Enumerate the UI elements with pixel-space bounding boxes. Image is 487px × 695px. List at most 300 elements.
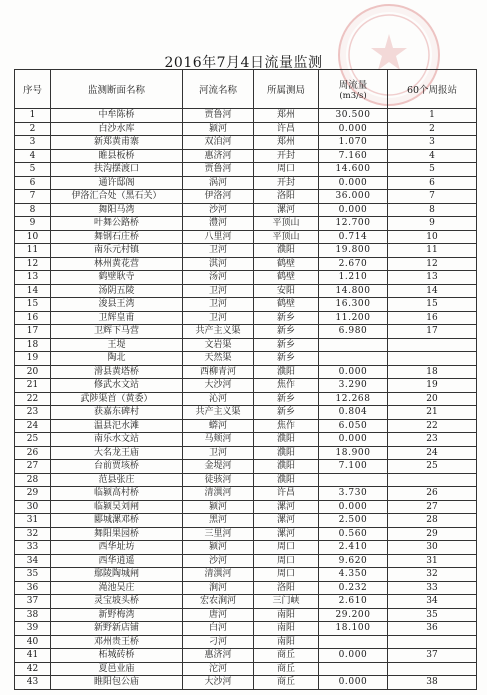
cell-seq: 40 (15, 635, 51, 649)
cell-section: 白沙水库 (51, 122, 183, 136)
cell-seq: 13 (15, 271, 51, 285)
cell-flow: 0.804 (319, 406, 388, 420)
flow-monitoring-table (14, 69, 477, 690)
table-row (15, 554, 477, 568)
table-row (15, 298, 477, 312)
table-row (15, 203, 477, 217)
cell-dept: 南阳 (254, 635, 319, 649)
cell-river: 黑河 (183, 514, 254, 528)
table-row (15, 622, 477, 636)
header-dept: 所属测局 (254, 70, 319, 109)
table-row (15, 230, 477, 244)
table-header-row (15, 70, 477, 109)
cell-section: 南乐水文站 (51, 433, 183, 447)
cell-seq: 36 (15, 581, 51, 595)
cell-section: 邓州贵王桥 (51, 635, 183, 649)
cell-seq: 27 (15, 460, 51, 474)
cell-river: 西柳青河 (183, 365, 254, 379)
cell-dept: 鹤壁 (254, 257, 319, 271)
cell-rank: 27 (388, 500, 477, 514)
table-row (15, 406, 477, 420)
cell-seq: 3 (15, 136, 51, 150)
cell-flow (319, 662, 388, 676)
cell-rank: 1 (388, 109, 477, 123)
cell-section: 卫辉皇甫 (51, 311, 183, 325)
table-row (15, 244, 477, 258)
table-row (15, 608, 477, 622)
cell-seq: 43 (15, 676, 51, 690)
cell-section: 灵宝坡头桥 (51, 595, 183, 609)
cell-section: 临颍吴刘闸 (51, 500, 183, 514)
cell-seq: 19 (15, 352, 51, 366)
cell-section: 汤阴五陵 (51, 284, 183, 298)
cell-flow: 1.070 (319, 136, 388, 150)
table-row (15, 568, 477, 582)
cell-rank: 2 (388, 122, 477, 136)
cell-river: 大沙河 (183, 379, 254, 393)
cell-section: 获嘉东碑村 (51, 406, 183, 420)
cell-river: 澧河 (183, 217, 254, 231)
cell-flow: 18.100 (319, 622, 388, 636)
cell-section: 南乐元村镇 (51, 244, 183, 258)
cell-rank: 5 (388, 163, 477, 177)
cell-seq: 35 (15, 568, 51, 582)
cell-flow: 0.000 (319, 676, 388, 690)
cell-flow: 30.500 (319, 109, 388, 123)
cell-rank: 13 (388, 271, 477, 285)
cell-dept: 开封 (254, 176, 319, 190)
cell-rank (388, 635, 477, 649)
cell-seq: 10 (15, 230, 51, 244)
cell-rank: 38 (388, 676, 477, 690)
cell-seq: 26 (15, 446, 51, 460)
cell-river: 涡河 (183, 176, 254, 190)
cell-seq: 32 (15, 527, 51, 541)
cell-flow: 3.290 (319, 379, 388, 393)
cell-rank: 4 (388, 149, 477, 163)
cell-rank: 36 (388, 622, 477, 636)
cell-section: 通许邸阁 (51, 176, 183, 190)
cell-flow: 12.268 (319, 392, 388, 406)
cell-rank: 6 (388, 176, 477, 190)
cell-section: 新郑黄甫寨 (51, 136, 183, 150)
cell-seq: 21 (15, 379, 51, 393)
cell-flow: 0.000 (319, 122, 388, 136)
cell-dept: 新乡 (254, 392, 319, 406)
table-row (15, 338, 477, 352)
cell-dept: 三门峡 (254, 595, 319, 609)
table-row (15, 109, 477, 123)
cell-section: 舞钢石庄桥 (51, 230, 183, 244)
cell-dept: 南阳 (254, 608, 319, 622)
cell-dept: 鹤壁 (254, 271, 319, 285)
cell-dept: 许昌 (254, 122, 319, 136)
cell-river: 唐河 (183, 608, 254, 622)
cell-rank: 37 (388, 649, 477, 663)
cell-flow: 14.800 (319, 284, 388, 298)
cell-section: 睢阳包公庙 (51, 676, 183, 690)
cell-rank: 30 (388, 541, 477, 555)
table-row (15, 325, 477, 339)
cell-flow: 36.000 (319, 190, 388, 204)
cell-dept: 焦作 (254, 379, 319, 393)
cell-seq: 39 (15, 622, 51, 636)
cell-seq: 17 (15, 325, 51, 339)
cell-flow: 0.000 (319, 433, 388, 447)
cell-section: 郾城漯邓桥 (51, 514, 183, 528)
cell-seq: 29 (15, 487, 51, 501)
cell-river: 卫河 (183, 244, 254, 258)
cell-dept: 商丘 (254, 649, 319, 663)
cell-flow: 18.900 (319, 446, 388, 460)
cell-river: 双洎河 (183, 136, 254, 150)
cell-dept: 许昌 (254, 487, 319, 501)
cell-flow: 16.300 (319, 298, 388, 312)
table-row (15, 419, 477, 433)
table-row (15, 284, 477, 298)
cell-river: 八里河 (183, 230, 254, 244)
cell-dept: 鹤壁 (254, 298, 319, 312)
cell-dept: 平顶山 (254, 217, 319, 231)
header-rank: 60个周报站 (388, 70, 477, 109)
cell-flow: 0.714 (319, 230, 388, 244)
cell-rank: 34 (388, 595, 477, 609)
cell-seq: 41 (15, 649, 51, 663)
cell-seq: 24 (15, 419, 51, 433)
cell-seq: 15 (15, 298, 51, 312)
cell-river: 卫河 (183, 298, 254, 312)
cell-dept: 漯河 (254, 527, 319, 541)
cell-section: 新野梅湾 (51, 608, 183, 622)
cell-rank: 17 (388, 325, 477, 339)
cell-flow: 9.620 (319, 554, 388, 568)
cell-river: 马颊河 (183, 433, 254, 447)
table-row (15, 662, 477, 676)
cell-river: 大沙河 (183, 676, 254, 690)
table-row (15, 649, 477, 663)
cell-river: 颍河 (183, 122, 254, 136)
cell-section: 西华址坊 (51, 541, 183, 555)
cell-river: 淇河 (183, 257, 254, 271)
cell-river: 蟒河 (183, 419, 254, 433)
cell-rank: 15 (388, 298, 477, 312)
cell-dept: 漯河 (254, 514, 319, 528)
cell-seq: 6 (15, 176, 51, 190)
cell-seq: 7 (15, 190, 51, 204)
table-row (15, 487, 477, 501)
header-river: 河流名称 (183, 70, 254, 109)
cell-seq: 20 (15, 365, 51, 379)
cell-section: 舞阳果园桥 (51, 527, 183, 541)
cell-river: 沁河 (183, 392, 254, 406)
cell-section: 临颍高村桥 (51, 487, 183, 501)
cell-flow: 0.000 (319, 203, 388, 217)
cell-river: 白河 (183, 622, 254, 636)
cell-dept: 周口 (254, 541, 319, 555)
cell-dept: 开封 (254, 149, 319, 163)
cell-flow: 3.730 (319, 487, 388, 501)
cell-section: 范县张庄 (51, 473, 183, 487)
table-row (15, 581, 477, 595)
cell-seq: 30 (15, 500, 51, 514)
table-row (15, 311, 477, 325)
cell-dept: 周口 (254, 568, 319, 582)
cell-rank: 18 (388, 365, 477, 379)
cell-river: 涧河 (183, 581, 254, 595)
table-row (15, 433, 477, 447)
cell-rank: 14 (388, 284, 477, 298)
cell-section: 王堤 (51, 338, 183, 352)
table-row (15, 352, 477, 366)
cell-river: 伊洛河 (183, 190, 254, 204)
cell-section: 夏邑业庙 (51, 662, 183, 676)
cell-section: 鄢陵陶城闸 (51, 568, 183, 582)
cell-dept: 平顶山 (254, 230, 319, 244)
cell-seq: 12 (15, 257, 51, 271)
cell-river: 共产主义渠 (183, 325, 254, 339)
cell-rank: 7 (388, 190, 477, 204)
table-row (15, 257, 477, 271)
cell-dept: 周口 (254, 163, 319, 177)
table-row (15, 122, 477, 136)
cell-rank: 32 (388, 568, 477, 582)
cell-flow: 0.560 (319, 527, 388, 541)
cell-dept: 南阳 (254, 622, 319, 636)
table-row (15, 514, 477, 528)
cell-section: 扶沟摆渡口 (51, 163, 183, 177)
cell-rank: 11 (388, 244, 477, 258)
cell-dept: 新乡 (254, 325, 319, 339)
cell-dept: 新乡 (254, 311, 319, 325)
cell-flow: 6.980 (319, 325, 388, 339)
cell-seq: 1 (15, 109, 51, 123)
cell-rank: 10 (388, 230, 477, 244)
cell-river: 三里河 (183, 527, 254, 541)
table-row (15, 365, 477, 379)
cell-rank: 23 (388, 433, 477, 447)
cell-river: 贾鲁河 (183, 109, 254, 123)
cell-rank (388, 662, 477, 676)
cell-section: 台前贾垓桥 (51, 460, 183, 474)
cell-section: 浚县王湾 (51, 298, 183, 312)
cell-flow: 11.200 (319, 311, 388, 325)
cell-river: 徒骇河 (183, 473, 254, 487)
cell-river: 卫河 (183, 446, 254, 460)
cell-flow: 0.000 (319, 176, 388, 190)
cell-section: 新野新店铺 (51, 622, 183, 636)
table-row (15, 595, 477, 609)
cell-seq: 42 (15, 662, 51, 676)
cell-section: 修武水文站 (51, 379, 183, 393)
cell-river: 金堤河 (183, 460, 254, 474)
cell-river: 卫河 (183, 284, 254, 298)
header-flow-label: 周流量 (338, 80, 368, 91)
cell-flow: 7.160 (319, 149, 388, 163)
cell-flow (319, 635, 388, 649)
cell-flow: 2.500 (319, 514, 388, 528)
cell-section: 陶北 (51, 352, 183, 366)
cell-river: 沙河 (183, 554, 254, 568)
cell-river: 文岩渠 (183, 338, 254, 352)
table-row (15, 541, 477, 555)
cell-river: 惠济河 (183, 149, 254, 163)
cell-flow: 2.610 (319, 595, 388, 609)
cell-rank: 12 (388, 257, 477, 271)
cell-dept: 周口 (254, 554, 319, 568)
cell-dept: 漯河 (254, 500, 319, 514)
cell-seq: 33 (15, 541, 51, 555)
cell-rank: 28 (388, 514, 477, 528)
cell-section: 大名龙王庙 (51, 446, 183, 460)
cell-section: 鹤壁耿寺 (51, 271, 183, 285)
cell-flow: 29.200 (319, 608, 388, 622)
cell-rank: 31 (388, 554, 477, 568)
cell-seq: 37 (15, 595, 51, 609)
cell-dept: 安阳 (254, 284, 319, 298)
cell-dept: 商丘 (254, 676, 319, 690)
table-row (15, 149, 477, 163)
cell-dept: 濮阳 (254, 244, 319, 258)
table-row (15, 190, 477, 204)
cell-section: 西华逍遥 (51, 554, 183, 568)
cell-flow: 7.100 (319, 460, 388, 474)
cell-seq: 14 (15, 284, 51, 298)
cell-rank: 21 (388, 406, 477, 420)
cell-seq: 4 (15, 149, 51, 163)
cell-rank: 22 (388, 419, 477, 433)
cell-river: 颍河 (183, 541, 254, 555)
cell-rank: 33 (388, 581, 477, 595)
cell-section: 林州黄花营 (51, 257, 183, 271)
table-row (15, 392, 477, 406)
cell-section: 中牟陈桥 (51, 109, 183, 123)
cell-seq: 2 (15, 122, 51, 136)
cell-seq: 38 (15, 608, 51, 622)
cell-dept: 郑州 (254, 136, 319, 150)
cell-river: 共产主义渠 (183, 406, 254, 420)
cell-dept: 新乡 (254, 352, 319, 366)
table-row (15, 460, 477, 474)
table-row (15, 446, 477, 460)
cell-dept: 濮阳 (254, 460, 319, 474)
cell-dept: 焦作 (254, 419, 319, 433)
cell-rank: 25 (388, 460, 477, 474)
cell-seq: 25 (15, 433, 51, 447)
cell-dept: 新乡 (254, 406, 319, 420)
cell-seq: 34 (15, 554, 51, 568)
cell-flow: 6.050 (319, 419, 388, 433)
cell-seq: 9 (15, 217, 51, 231)
document-title: 2016年7月4日流量监测 (164, 55, 323, 71)
cell-section: 叶舞公路桥 (51, 217, 183, 231)
cell-dept: 濮阳 (254, 365, 319, 379)
cell-seq: 18 (15, 338, 51, 352)
cell-seq: 31 (15, 514, 51, 528)
cell-flow: 12.700 (319, 217, 388, 231)
cell-river: 清潩河 (183, 487, 254, 501)
cell-flow (319, 338, 388, 352)
cell-rank: 20 (388, 392, 477, 406)
cell-section: 温县汜水滩 (51, 419, 183, 433)
cell-dept: 洛阳 (254, 190, 319, 204)
cell-rank: 24 (388, 446, 477, 460)
cell-river: 沱河 (183, 662, 254, 676)
cell-dept: 濮阳 (254, 473, 319, 487)
header-flow (319, 70, 388, 109)
cell-rank: 29 (388, 527, 477, 541)
cell-dept: 郑州 (254, 109, 319, 123)
cell-section: 舞阳马湾 (51, 203, 183, 217)
cell-seq: 16 (15, 311, 51, 325)
cell-river: 宏农涧河 (183, 595, 254, 609)
cell-dept: 漯河 (254, 203, 319, 217)
cell-dept: 洛阳 (254, 581, 319, 595)
table-row (15, 271, 477, 285)
cell-rank (388, 352, 477, 366)
table-row (15, 163, 477, 177)
cell-rank: 16 (388, 311, 477, 325)
table-row (15, 217, 477, 231)
table-row (15, 379, 477, 393)
cell-flow: 19.800 (319, 244, 388, 258)
table-row (15, 176, 477, 190)
cell-section: 伊洛汇合处（黑石关） (51, 190, 183, 204)
cell-seq: 22 (15, 392, 51, 406)
cell-river: 刁河 (183, 635, 254, 649)
cell-rank: 19 (388, 379, 477, 393)
table-row (15, 635, 477, 649)
cell-flow: 1.210 (319, 271, 388, 285)
cell-rank: 8 (388, 203, 477, 217)
cell-river: 沙河 (183, 203, 254, 217)
cell-flow: 0.000 (319, 365, 388, 379)
table-row (15, 136, 477, 150)
cell-river: 汤河 (183, 271, 254, 285)
cell-flow: 2.410 (319, 541, 388, 555)
table-row (15, 473, 477, 487)
cell-section: 武陟渠首（黄委） (51, 392, 183, 406)
cell-flow: 0.000 (319, 649, 388, 663)
cell-seq: 8 (15, 203, 51, 217)
table-row (15, 527, 477, 541)
table-row (15, 676, 477, 690)
cell-dept: 濮阳 (254, 446, 319, 460)
cell-dept: 商丘 (254, 662, 319, 676)
table-body (15, 109, 477, 690)
cell-river: 清潩河 (183, 568, 254, 582)
cell-rank (388, 338, 477, 352)
header-section: 监测断面名称 (51, 70, 183, 109)
cell-rank: 26 (388, 487, 477, 501)
table-row (15, 500, 477, 514)
cell-river: 颍河 (183, 500, 254, 514)
cell-section: 柘城砖桥 (51, 649, 183, 663)
cell-section: 滑县黄塔桥 (51, 365, 183, 379)
cell-flow: 14.600 (319, 163, 388, 177)
cell-seq: 5 (15, 163, 51, 177)
cell-flow (319, 352, 388, 366)
cell-seq: 11 (15, 244, 51, 258)
cell-rank: 3 (388, 136, 477, 150)
cell-section: 渑池吴庄 (51, 581, 183, 595)
cell-dept: 濮阳 (254, 433, 319, 447)
cell-rank (388, 473, 477, 487)
cell-section: 睢县板桥 (51, 149, 183, 163)
cell-flow: 4.350 (319, 568, 388, 582)
cell-dept: 新乡 (254, 338, 319, 352)
cell-river: 贾鲁河 (183, 163, 254, 177)
header-flow-unit: (m3/s) (339, 91, 367, 101)
